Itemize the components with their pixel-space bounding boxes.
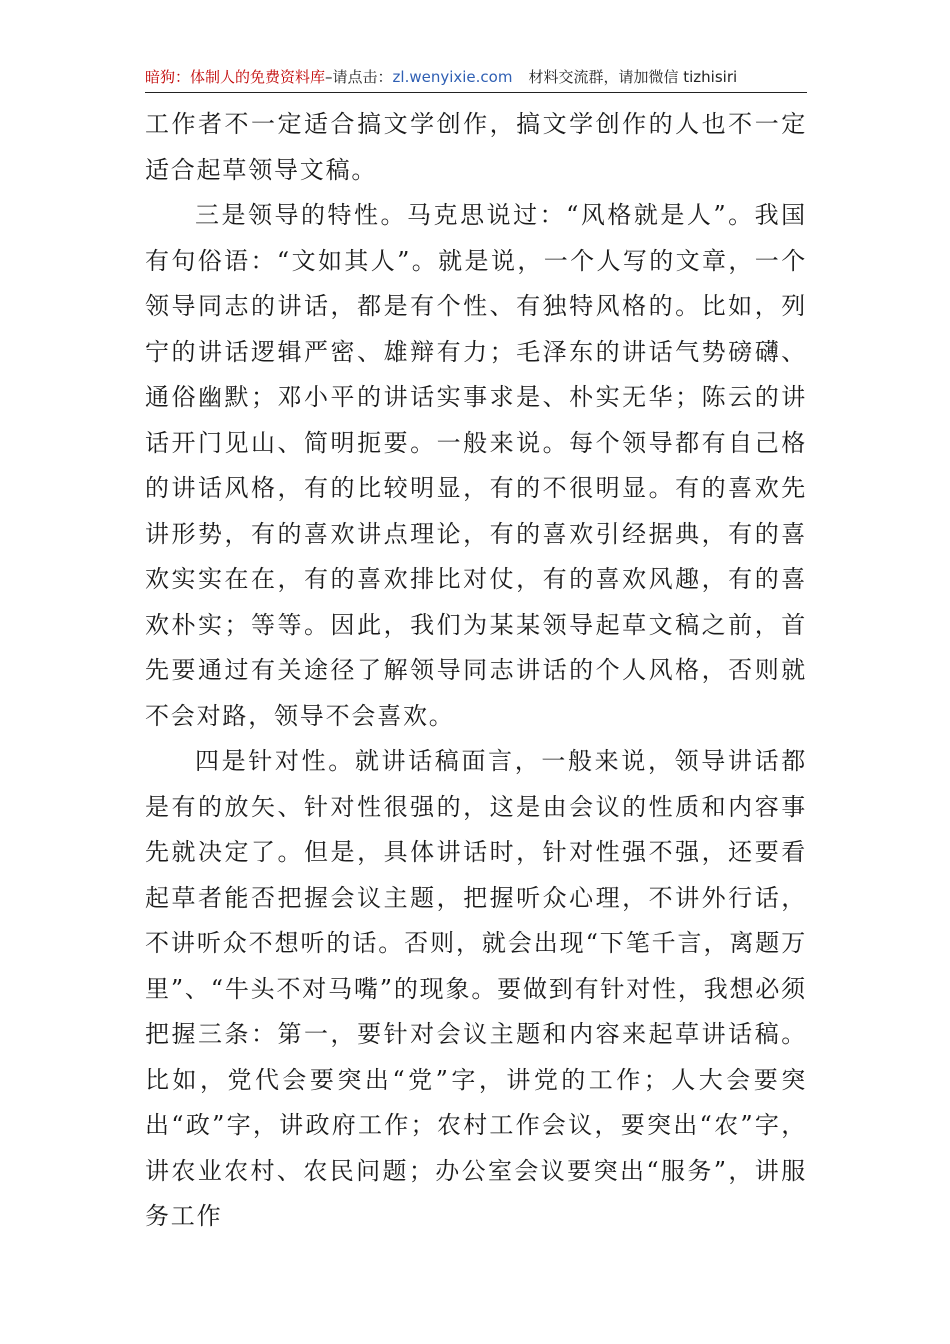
header-brand: 暗狗：体制人的免费资料库: [145, 68, 326, 86]
header-link[interactable]: zl.wenyixie.com: [392, 68, 513, 86]
document-body: [145, 102, 807, 1240]
paragraph-leader-style: 三是领导的特性。马克思说过：“风格就是人”。我国有句俗语：“文如其人”。就是说，一个人写的文章，一个领导同志的讲话，都是有个性、有独特风格的。比如，列宁的讲话逻辑严密、雄辩有力；毛泽东的讲话气势磅礴、通俗幽默；邓小平的讲话实事求是、朴实无华；陈云的讲话开门见山、简明扼要。一般来说。每个领导都有自己格的讲话风格，有的比较明显，有的不很明显。有的喜欢先讲形势，有的喜欢讲点理论，有的喜欢引经据典，有的喜欢实实在在，有的喜欢排比对仗，有的喜欢风趣，有的喜欢朴实；等等。因此，我们为某某领导起草文稿之前，首先要通过有关途径了解领导同志讲话的个人风格，否则就不会对路，领导不会喜欢。: [145, 201, 807, 730]
header-click-prefix: –请点击：: [325, 68, 393, 86]
header-wechat-note: 材料交流群，请加微信 tizhisiri: [528, 68, 738, 86]
paragraph-continued: 工作者不一定适合搞文学创作，搞文学创作的人也不一定适合起草领导文稿。: [145, 110, 807, 184]
page-header: [145, 62, 807, 93]
paragraph-pertinence: 四是针对性。就讲话稿面言，一般来说，领导讲话都是有的放矢、针对性很强的，这是由会议的性质和内容事先就决定了。但是，具体讲话时，针对性强不强，还要看起草者能否把握会议主题，把握听众心理，不讲外行话，不讲听众不想听的话。否则，就会出现“下笔千言，离题万里”、“牛头不对马嘴”的现象。要做到有针对性，我想必须把握三条：第一，要针对会议主题和内容来起草讲话稿。比如，党代会要突出“党”字，讲党的工作；人大会要突出“政”字，讲政府工作；农村工作会议，要突出“农”字，讲农业农村、农民问题；办公室会议要突出“服务”，讲服务工作: [145, 747, 807, 1230]
